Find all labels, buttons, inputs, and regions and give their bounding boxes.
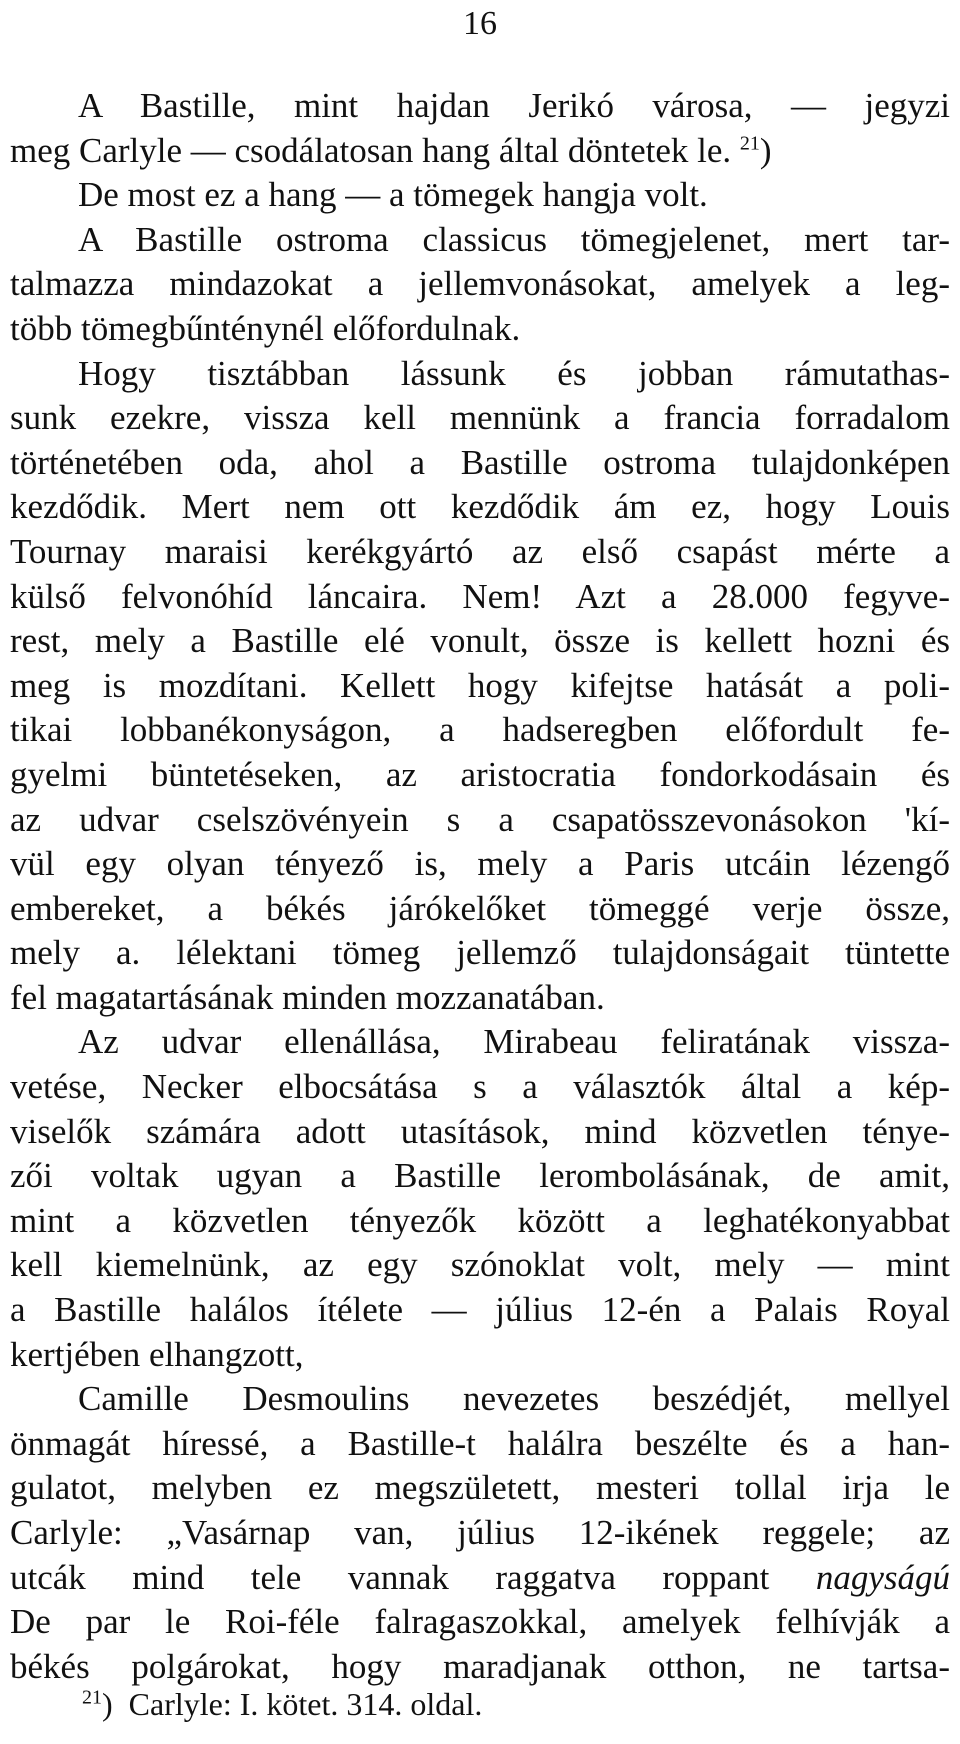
text-line: mint a közvetlen tényezők között a leghatékonyabbat bbox=[10, 1200, 950, 1240]
text-line: talmazza mindazokat a jellemvonásokat, amelyek a leg- bbox=[10, 264, 950, 304]
text-line: gulatot, melyben ez megszületett, mesteri tollal irja le bbox=[10, 1468, 950, 1508]
text-line: Carlyle: „Vasárnap van, július 12-ikének reggele; az bbox=[10, 1513, 950, 1552]
footnote-reference: 21 bbox=[739, 131, 760, 154]
italic-word: nagyságú bbox=[815, 1557, 951, 1597]
text-line: viselők számára adott utasítások, mind közvetlen ténye- bbox=[10, 1111, 950, 1151]
body-text bbox=[10, 84, 950, 1689]
text-line: vetése, Necker elbocsátása s a választók által a kép- bbox=[10, 1067, 950, 1107]
page-number: 16 bbox=[463, 5, 497, 42]
text-line: rest, mely a Bastille elé vonult, össze is kellett hozni és bbox=[10, 621, 950, 661]
text-line: gyelmi büntetéseken, az aristocratia fondorkodásain és bbox=[10, 754, 950, 794]
footnote-paren: ) bbox=[102, 1686, 113, 1722]
footnote-mark: 21 bbox=[82, 1686, 102, 1709]
text-line: külső felvonóhíd láncaira. Nem! Azt a 28.000 fegyve- bbox=[10, 576, 950, 616]
text-line-content: meg Carlyle — csodálatosan hang által döntetek le. bbox=[10, 130, 732, 170]
text-line: embereket, a békés járókelőket tömeggé verje össze, bbox=[10, 888, 950, 928]
text-line: A Bastille ostroma classicus tömegjelenet, mert tar- bbox=[78, 219, 950, 259]
text-line: kell kiemelnünk, az egy szónoklat volt, mely — mint bbox=[10, 1245, 950, 1285]
text-line: önmagát híressé, a Bastille-t halálra beszélte és a han- bbox=[10, 1423, 950, 1463]
text-line: az udvar cselszövényein s a csapatösszevonásokon 'kí- bbox=[10, 799, 950, 839]
text-line: Camille Desmoulins nevezetes beszédjét, mellyel bbox=[78, 1379, 950, 1419]
text-line: zői voltak ugyan a Bastille lerombolásának, de amit, bbox=[10, 1156, 950, 1196]
footnote bbox=[82, 1684, 482, 1724]
footnote-reference-paren: ) bbox=[759, 130, 772, 170]
text-line: vül egy olyan tényező is, mely a Paris utcáin lézengő bbox=[10, 844, 950, 884]
text-line: több tömegbűnténynél előfordulnak. bbox=[10, 308, 521, 348]
text-line: Tournay maraisi kerékgyártó az első csapást mérte a bbox=[10, 531, 950, 571]
text-line: A Bastille, mint hajdan Jerikó városa, — jegyzi bbox=[78, 86, 950, 125]
text-line: Hogy tisztábban lássunk és jobban rámutathas- bbox=[78, 353, 950, 393]
text-line: történetében oda, ahol a Bastille ostroma tulajdonképen bbox=[10, 442, 950, 482]
text-line: sunk ezekre, vissza kell mennünk a francia forradalom bbox=[10, 398, 950, 438]
text-line: mely a. lélektani tömeg jellemző tulajdonságait tüntette bbox=[10, 933, 950, 973]
text-line: a Bastille halálos ítélete — július 12-én a Palais Royal bbox=[10, 1290, 950, 1330]
footnote-text: Carlyle: I. kötet. 314. oldal. bbox=[128, 1686, 483, 1722]
text-line bbox=[10, 129, 950, 174]
text-line: békés polgárokat, hogy maradjanak otthon, ne tartsa- bbox=[10, 1646, 950, 1686]
text-line-content: utcák mind tele vannak raggatva roppant bbox=[10, 1557, 770, 1597]
text-line: kertjében elhangzott, bbox=[10, 1334, 304, 1374]
text-line: tikai lobbanékonyságon, a hadseregben előfordult fe- bbox=[10, 710, 950, 750]
text-line: meg is mozdítani. Kellett hogy kifejtse hatását a poli- bbox=[10, 665, 950, 705]
text-line: Az udvar ellenállása, Mirabeau feliratának vissza- bbox=[78, 1022, 950, 1062]
text-line bbox=[10, 1556, 950, 1601]
text-line: De most ez a hang — a tömegek hangja volt. bbox=[78, 175, 708, 215]
text-line: fel magatartásának minden mozzanatában. bbox=[10, 977, 605, 1017]
text-line: De par le Roi-féle falragaszokkal, amelyek felhívják a bbox=[10, 1602, 950, 1642]
text-line: kezdődik. Mert nem ott kezdődik ám ez, hogy Louis bbox=[10, 487, 950, 527]
